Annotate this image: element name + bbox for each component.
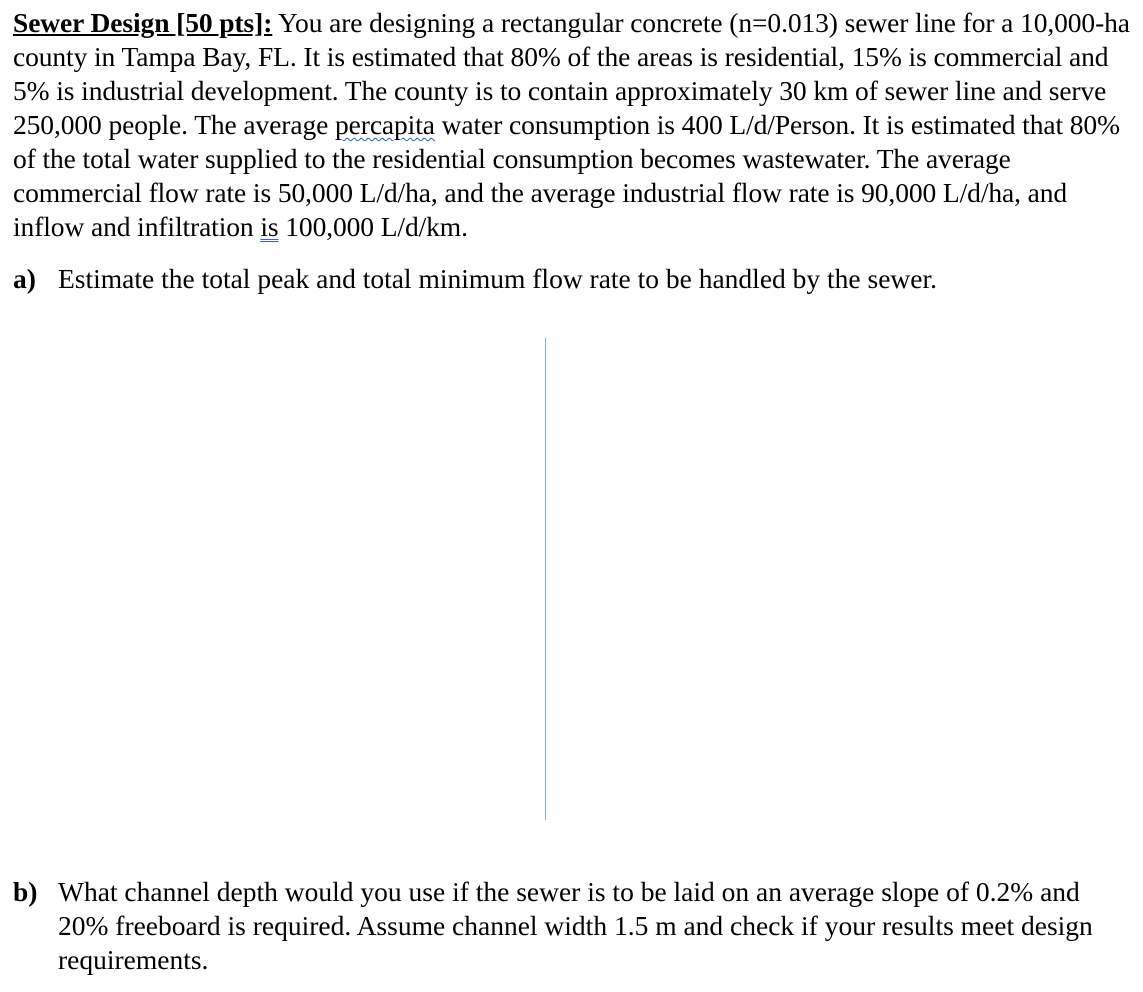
problem-text-part-2: water consumption is 400 L/d/Person. It is estimated that 80% of the total water supplied to the residential consumption becomes wastewater. The average commercial flow rate is 50,000 L/d/ha, and the average industrial flow rate is 90,000 L/d/ha, and inflow and infiltration [13, 109, 1120, 242]
problem-statement [13, 6, 1135, 244]
grammar-check-word[interactable]: is [260, 211, 279, 242]
question-part-b [13, 875, 1133, 977]
problem-heading: Sewer Design [50 pts]: [13, 7, 273, 38]
problem-text-part-1: You are designing a rectangular concrete (n=0.013) sewer line for a 10,000-ha county in Tampa Bay, FL. It is estimated that 80% of the areas is residential, 15% is commercial and 5% is industrial development. The county is to contain approximately 30 km of sewer line and serve 250,000 people. The average [13, 7, 1130, 140]
text-cursor [545, 338, 546, 820]
problem-text-part-3: 100,000 L/d/km. [278, 211, 468, 242]
question-part-a [13, 262, 937, 296]
spellcheck-word[interactable]: percapita [335, 109, 435, 140]
document-body [13, 6, 1135, 244]
part-a-text: Estimate the total peak and total minimum flow rate to be handled by the sewer. [58, 263, 937, 294]
part-a-label: a) [13, 263, 36, 294]
part-b-label: b) [13, 876, 38, 907]
part-b-text: What channel depth would you use if the sewer is to be laid on an average slope of 0.2% and 20% freeboard is required. Assume channel width 1.5 m and check if your results meet design requirements. [58, 876, 1093, 975]
